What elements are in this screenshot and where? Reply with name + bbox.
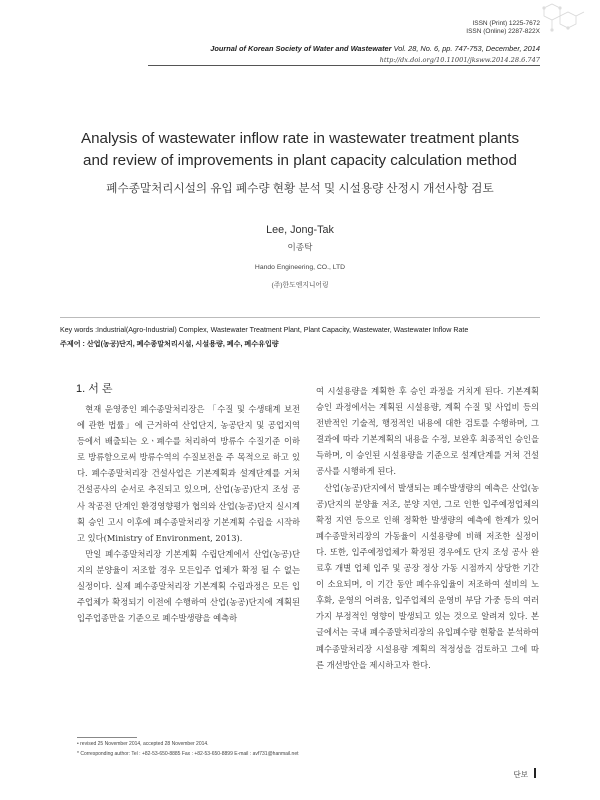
footnote-corresponding-author: * Corresponding author: Tel : +82-53-650-8885 Fax : +82-53-650-8899 E-mail : avf731@hanmail.net (77, 751, 299, 757)
issn-block (466, 20, 540, 36)
keywords-korean: 주제어 : 산업(농공)단지, 폐수종말처리시설, 시설용량, 폐수, 폐수유입량 (60, 340, 279, 348)
paper-title-line-2: and review of improvements in plant capacity calculation method (83, 152, 517, 169)
author-name: Lee, Jong-Tak (266, 224, 334, 236)
abstract-divider (60, 317, 540, 318)
paper-title-line-1: Analysis of wastewater inflow rate in wastewater treatment plants (80, 130, 520, 147)
author-name-korean: 이종탁 (287, 242, 313, 252)
body-paragraph: 여 시설용량을 계획한 후 승인 과정을 거치게 된다. 기본계획 승인 과정에서는 계획된 시설용량, 계획 수질 및 사업비 등의 전반적인 기술적, 행정적인 내용에 대한 검토를 수행하며, 그 결과에 따라 기본계획의 내용을 수정, 보완후 최종적인 승인을 득하며, 이 승인된 시설용량을 기준으로 설계단계를 거쳐 건설공사를 시행하게 된다. (316, 386, 539, 477)
body-paragraph: 산업(농공)단지에서 발생되는 폐수발생량의 예측은 산업(농공)단지의 분양율 저조, 분양 지연, 그로 인한 입주예정업체의 확정 지연 등으로 인해 정확한 발생량의 예측에 한계가 있어 폐수종말처리장의 가동율이 시설용량에 비해 저조한 실정이다. 또한, 입주예정업체가 확정된 경우에도 단지 조성 공사 완료후 개별 업체 입주 및 공장 정상 가동 시점까지 상당한 기간이 소요되며, 이 기간 동안 폐수유입율이 저조하여 설비의 노후화, 운영의 어려움, 입주업체의 운영비 부담 가중 등의 여러 가지 부정적인 영향이 발생되고 있는 것으로 알려져 있다. 본 글에서는 국내 폐수종말처리장의 유입폐수량 현황을 분석하여 폐수종말처리장 시설용량 계획의 적정성을 검토하고 그에 따른 개선방안을 제시하고자 한다. (316, 482, 539, 670)
header-divider (148, 65, 540, 66)
keywords-english: Key words :Industrial(Agro-Industrial) Complex, Wastewater Treatment Plant, Plant Capacity, Wastewater, Wastewater Inflow Rate (60, 326, 469, 334)
issn-online: ISSN (Online) 2287-822X (466, 28, 540, 35)
footnote-divider (77, 737, 137, 738)
doi-link[interactable]: http://dx.doi.org/10.11001/jksww.2014.28.6.747 (379, 56, 540, 64)
journal-citation (210, 44, 540, 53)
page-label: 단보 (513, 770, 528, 779)
page-marker (534, 768, 536, 778)
section-heading-introduction: 1. 서 론 (76, 383, 113, 395)
author-affiliation: Hando Engineering, CO., LTD (254, 264, 346, 271)
body-column-left (77, 401, 300, 626)
issn-print: ISSN (Print) 1225-7672 (472, 20, 540, 27)
journal-name: Journal of Korean Society of Water and Wastewater (210, 44, 392, 53)
body-column-right (316, 383, 539, 673)
paper-title (60, 128, 540, 172)
author-affiliation-korean: (주)한도엔지니어링 (271, 282, 329, 289)
body-paragraph: 만일 폐수종말처리장 기본계획 수립단계에서 산업(농공)단지의 분양율이 저조할 경우 모든입주 업체가 확정 될 수 없는 실정이다. 실제 폐수종말처리장 기본계획 수립과정은 모든 입주업체가 확정되기 이전에 수행하여 산업(농공)단지에 계획된 입주업종만을 기준으로 폐수발생량을 예측하 (77, 548, 300, 624)
journal-volume-info: Vol. 28, No. 6, pp. 747-753, December, 2014 (391, 44, 540, 53)
footnote-received: • revised 25 November 2014, accepted 28 November 2014. (77, 741, 209, 747)
body-paragraph: 현재 운영중인 폐수종말처리장은 「수질 및 수생태계 보전에 관한 법률」에 근거하여 산업단지, 농공단지 및 공업지역 등에서 배출되는 오ㆍ폐수를 처리하여 방류수 수질기준 이하로 방류함으로써 방류수역의 수질보전을 주 목적으로 하고 있다. 폐수종말처리장 건설사업은 기본계획과 설계단계를 거쳐 건설공사의 순서로 추진되고 있으며, 산업(농공)단지 조성 공사 착공전 단계인 환경영향평가 협의와 산업(농공)단지 실시계획 승인 고시 이후에 폐수종말처리장 기본계획 수립을 시작하고 있다(Ministry of Environment, 2013). (77, 404, 300, 543)
paper-korean-title: 폐수종말처리시설의 유입 폐수량 현황 분석 및 시설용량 산정시 개선사항 검토 (106, 182, 494, 195)
